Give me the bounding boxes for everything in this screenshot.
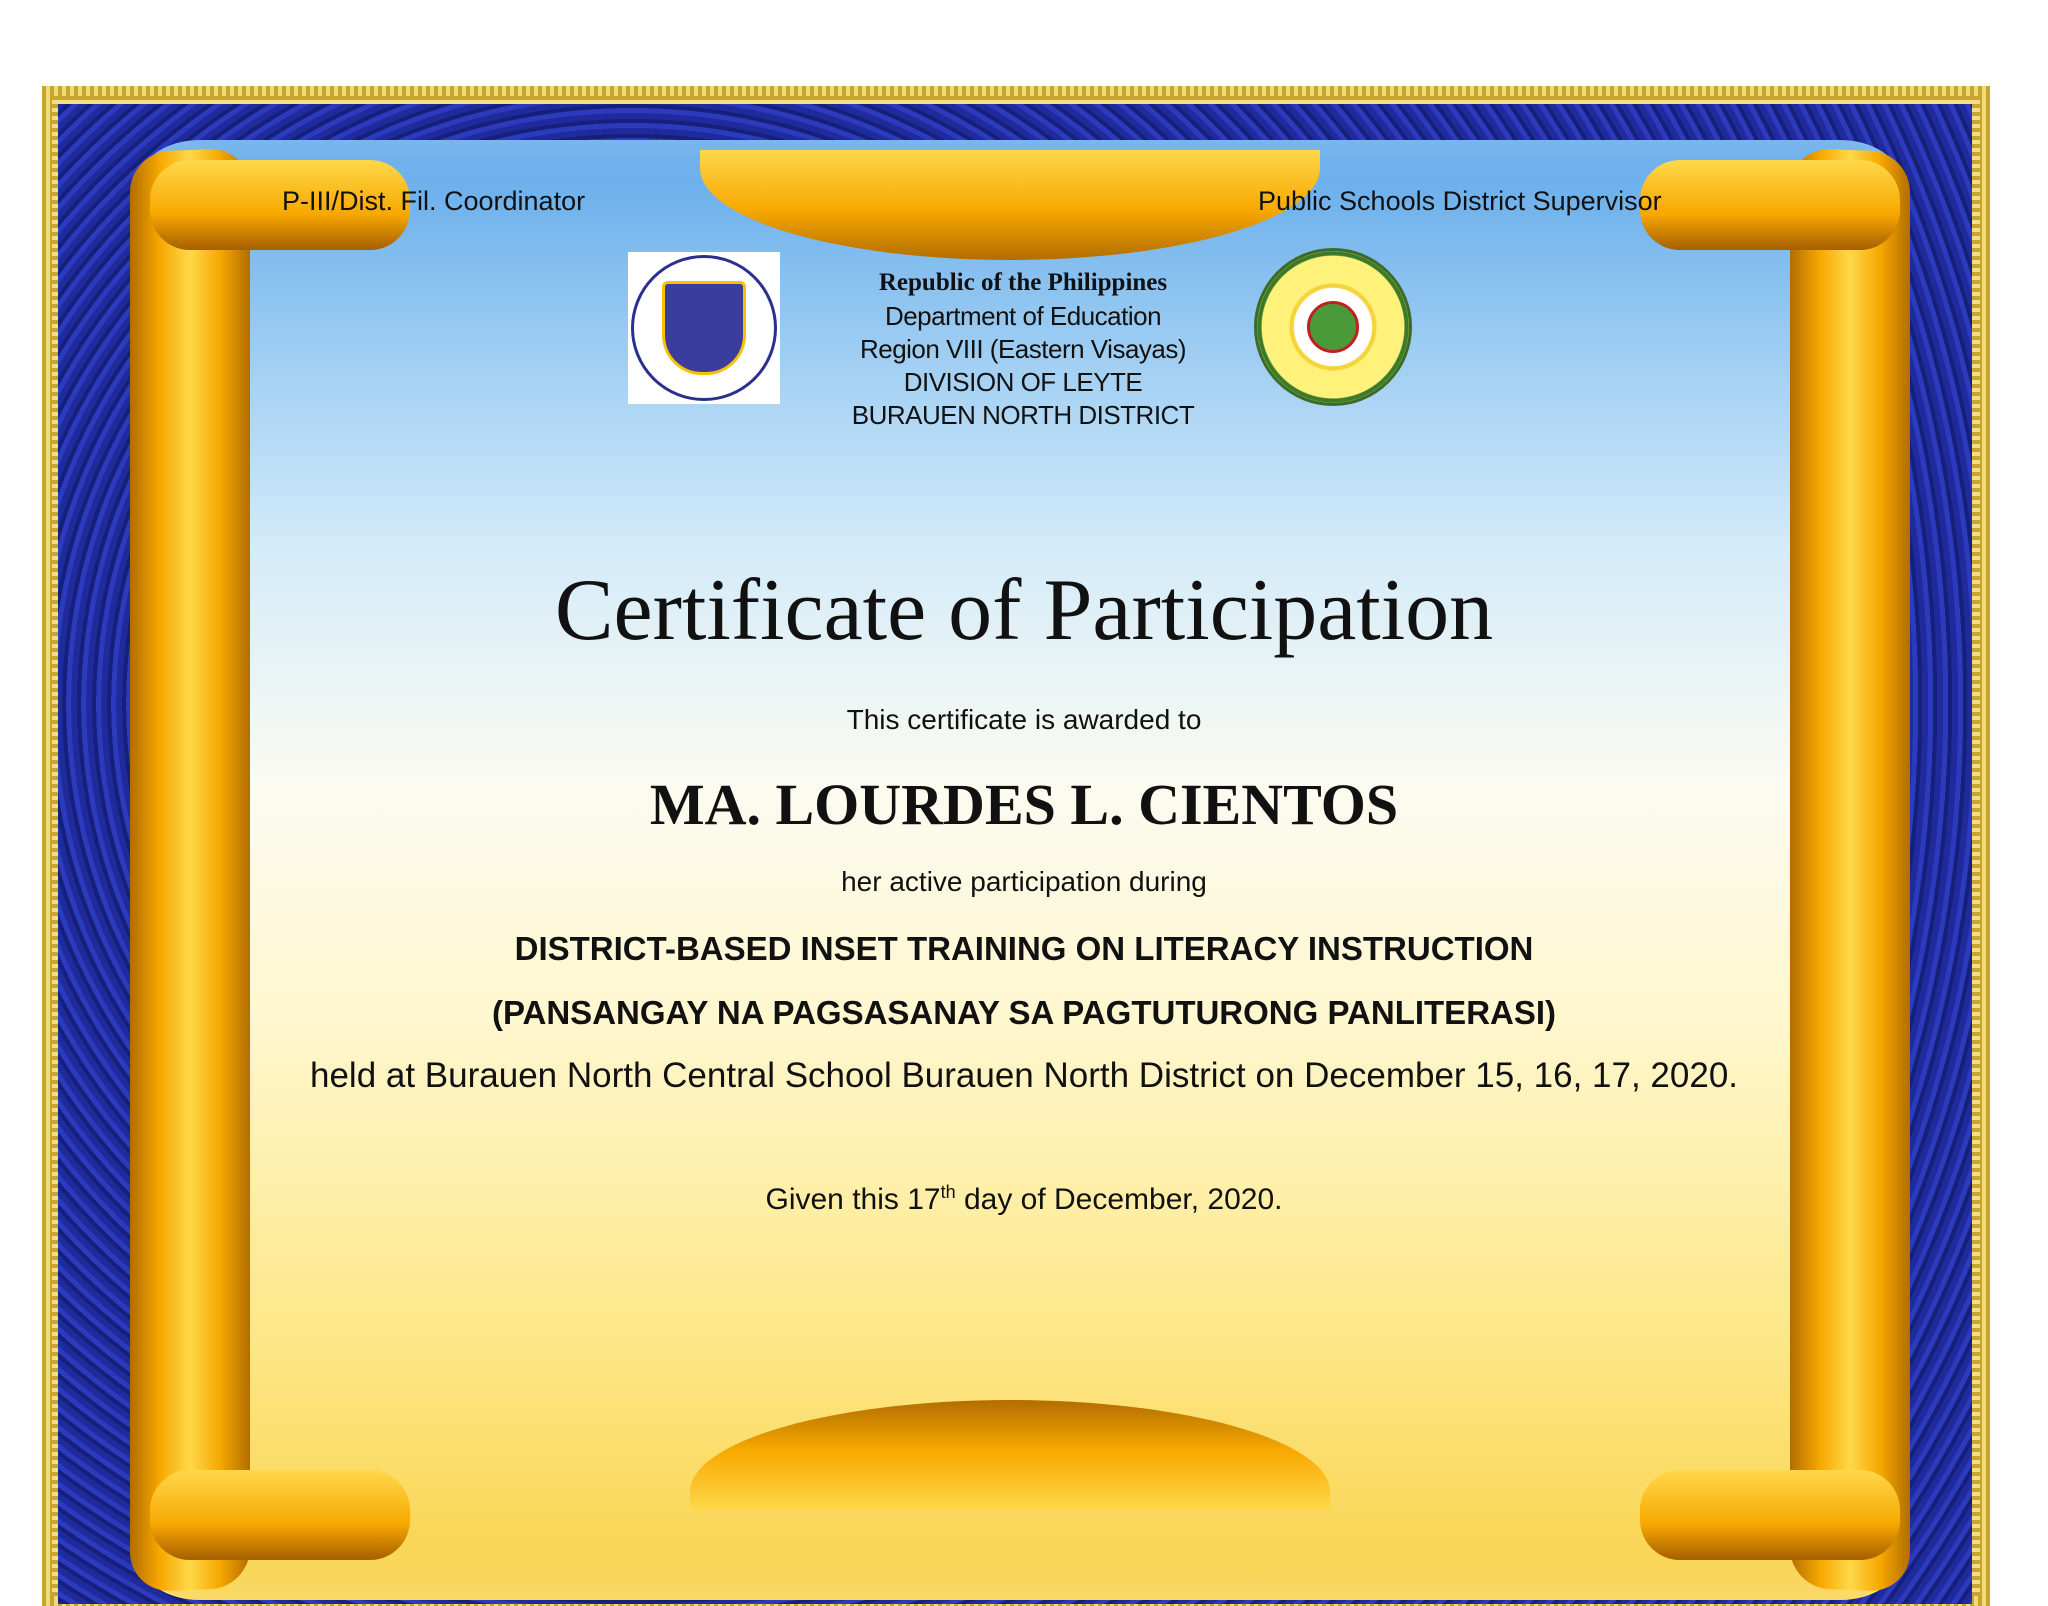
header-region: Region VIII (Eastern Visayas): [859, 334, 1187, 364]
deped-seal-logo: [628, 252, 780, 404]
header-district: BURAUEN NORTH DISTRICT: [851, 400, 1195, 430]
given-suffix: day of December, 2020.: [955, 1183, 1283, 1216]
left-signatory-title: P-III/Dist. Fil. Coordinator: [282, 186, 586, 216]
header-division: DIVISION OF LEYTE: [903, 367, 1143, 397]
corner-scroll-top-right: [1640, 160, 1900, 250]
training-title-line2: (PANSANGAY NA PAGSASANAY SA PAGTUTURONG PANLITERASI): [491, 994, 1557, 1031]
training-title-line1: DISTRICT-BASED INSET TRAINING ON LITERACY INSTRUCTION: [514, 930, 1534, 967]
recipient-name: MA. LOURDES L. CIENTOS: [649, 772, 1399, 837]
given-date-line: [0, 1182, 2048, 1217]
district-seal-logo: [1254, 248, 1412, 406]
awarded-line: This certificate is awarded to: [846, 704, 1202, 735]
given-ordinal-suffix: th: [940, 1182, 956, 1202]
venue-date-line: held at Burauen North Central School Burauen North District on December 15, 16, 17, 2020.: [309, 1056, 1739, 1095]
participation-line: her active participation during: [841, 866, 1207, 897]
corner-scroll-bottom-right: [1640, 1470, 1900, 1560]
issuing-office-header: [850, 266, 1196, 432]
header-republic: Republic of the Philippines: [878, 269, 1168, 296]
corner-scroll-bottom-left: [150, 1470, 410, 1560]
header-department: Department of Education: [884, 301, 1162, 331]
right-signatory-title: Public Schools District Supervisor: [1258, 186, 1662, 216]
certificate-title: Certificate of Participation: [554, 562, 1494, 659]
given-prefix: Given this 17: [765, 1183, 941, 1216]
